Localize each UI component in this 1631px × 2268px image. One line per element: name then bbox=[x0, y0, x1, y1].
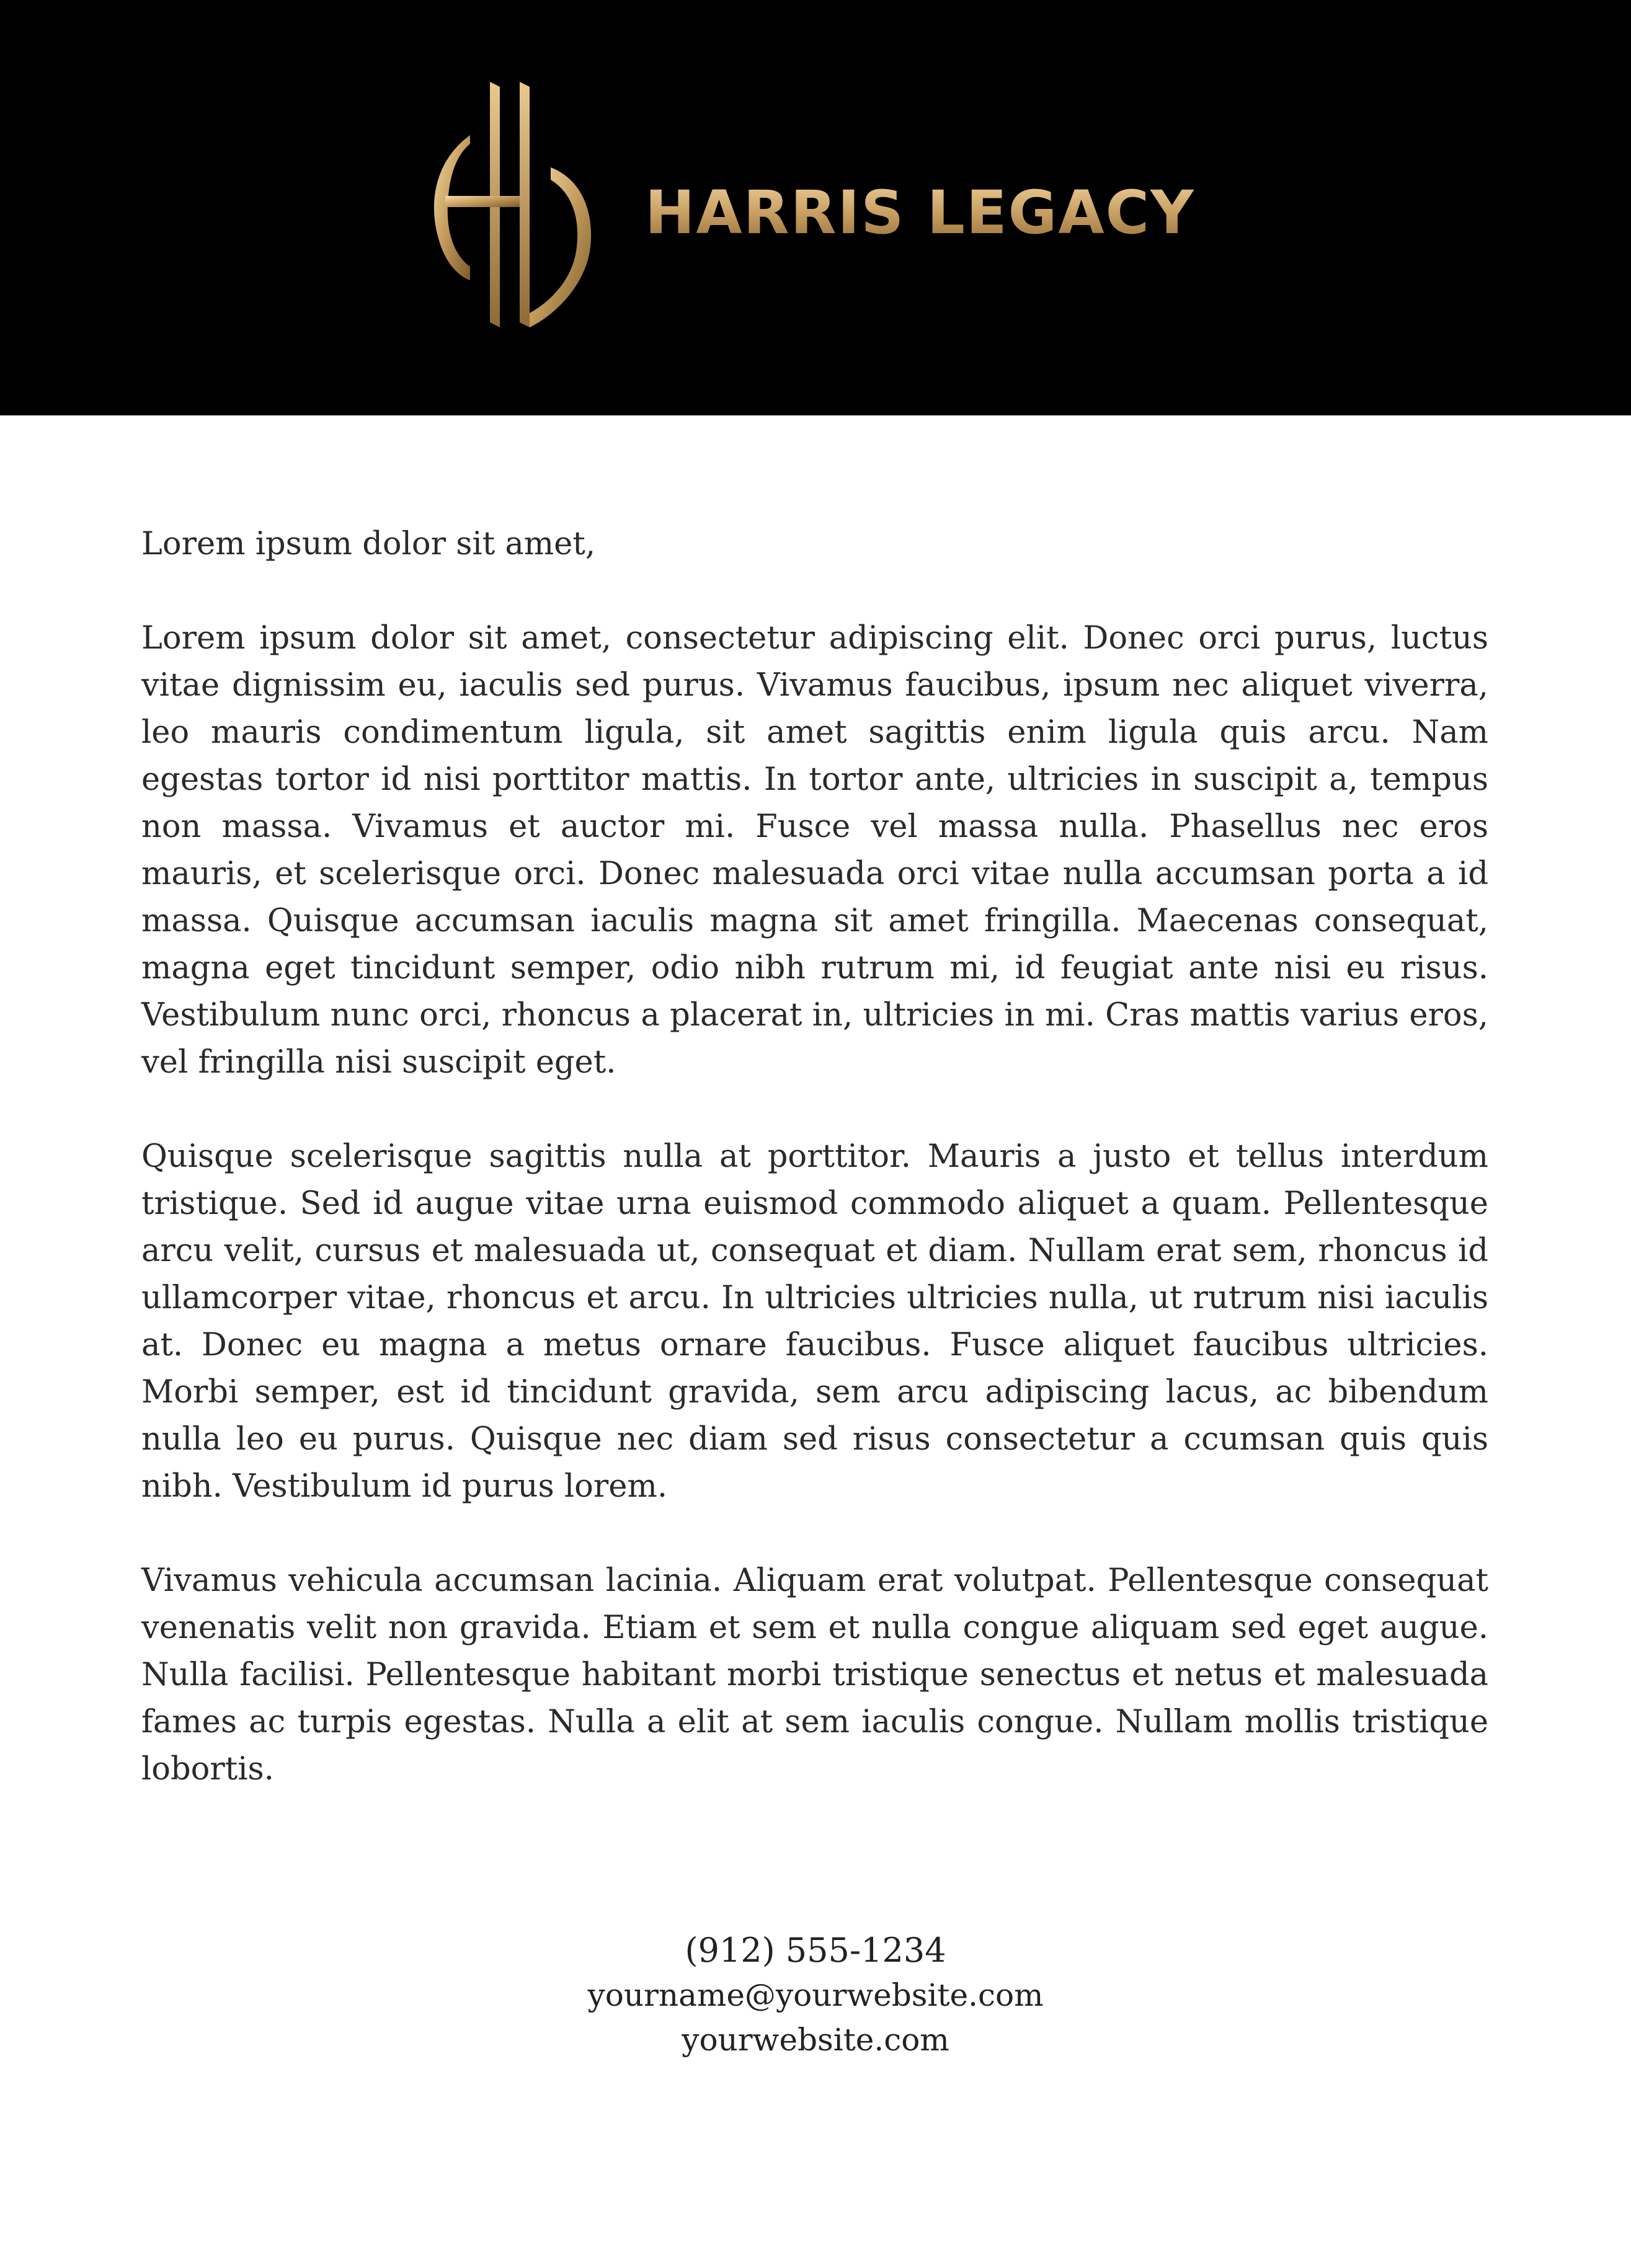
letter-body bbox=[141, 521, 1488, 1840]
letterhead-header bbox=[0, 0, 1631, 415]
paragraph: Quisque scelerisque sagittis nulla at porttitor. Mauris a justo et tellus interdum tristique. Sed id augue vitae urna euismod commodo aliquet a quam. Pellentesque arcu velit, cursus et malesuada ut, consequat et diam. Nullam erat sem, rhoncus id ullamcorper vitae, rhoncus et arcu. In ultricies ultricies nulla, ut rutrum nisi iaculis at. Donec eu magna a metus ornare faucibus. Fusce aliquet faucibus ultricies. Morbi semper, est id tincidunt gravida, sem arcu adipiscing lacus, ac bibendum nulla leo eu purus. Quisque nec diam sed risus consectetur a ccumsan quis quis nibh. Vestibulum id purus lorem. bbox=[141, 1138, 1488, 1505]
salutation: Lorem ipsum dolor sit amet, bbox=[141, 526, 596, 562]
contact-footer bbox=[0, 1928, 1631, 2062]
phone-number: (912) 555-1234 bbox=[685, 1931, 946, 1970]
email-address: yourname@yourwebsite.com bbox=[587, 1977, 1044, 2013]
hl-monogram-icon bbox=[428, 81, 602, 329]
paragraph: Lorem ipsum dolor sit amet, consectetur adipiscing elit. Donec orci purus, luctus vitae dignissim eu, iaculis sed purus. Vivamus faucibus, ipsum nec aliquet viverra, leo mauris condimentum ligula, sit amet sagittis enim ligula quis arcu. Nam egestas tortor id nisi porttitor mattis. In tortor ante, ultricies in suscipit a, tempus non massa. Vivamus et auctor mi. Fusce vel massa nulla. Phasellus nec eros mauris, et scelerisque orci. Donec malesuada orci vitae nulla accumsan porta a id massa. Quisque accumsan iaculis magna sit amet fringilla. Maecenas consequat, magna eget tincidunt semper, odio nibh rutrum mi, id feugiat ante nisi eu risus. Vestibulum nunc orci, rhoncus a placerat in, ultricies in mi. Cras mattis varius eros, vel fringilla nisi suscipit eget. bbox=[141, 620, 1488, 1081]
website-url: yourwebsite.com bbox=[682, 2022, 949, 2058]
paragraph: Vivamus vehicula accumsan lacinia. Aliquam erat volutpat. Pellentesque consequat venenatis velit non gravida. Etiam et sem et nulla congue aliquam sed eget augue. Nulla facilisi. Pellentesque habitant morbi tristique senectus et netus et malesuada fames ac turpis egestas. Nulla a elit at sem iaculis congue. Nullam mollis tristique lobortis. bbox=[141, 1562, 1488, 1787]
brand-name: HARRIS LEGACY bbox=[645, 175, 1195, 250]
